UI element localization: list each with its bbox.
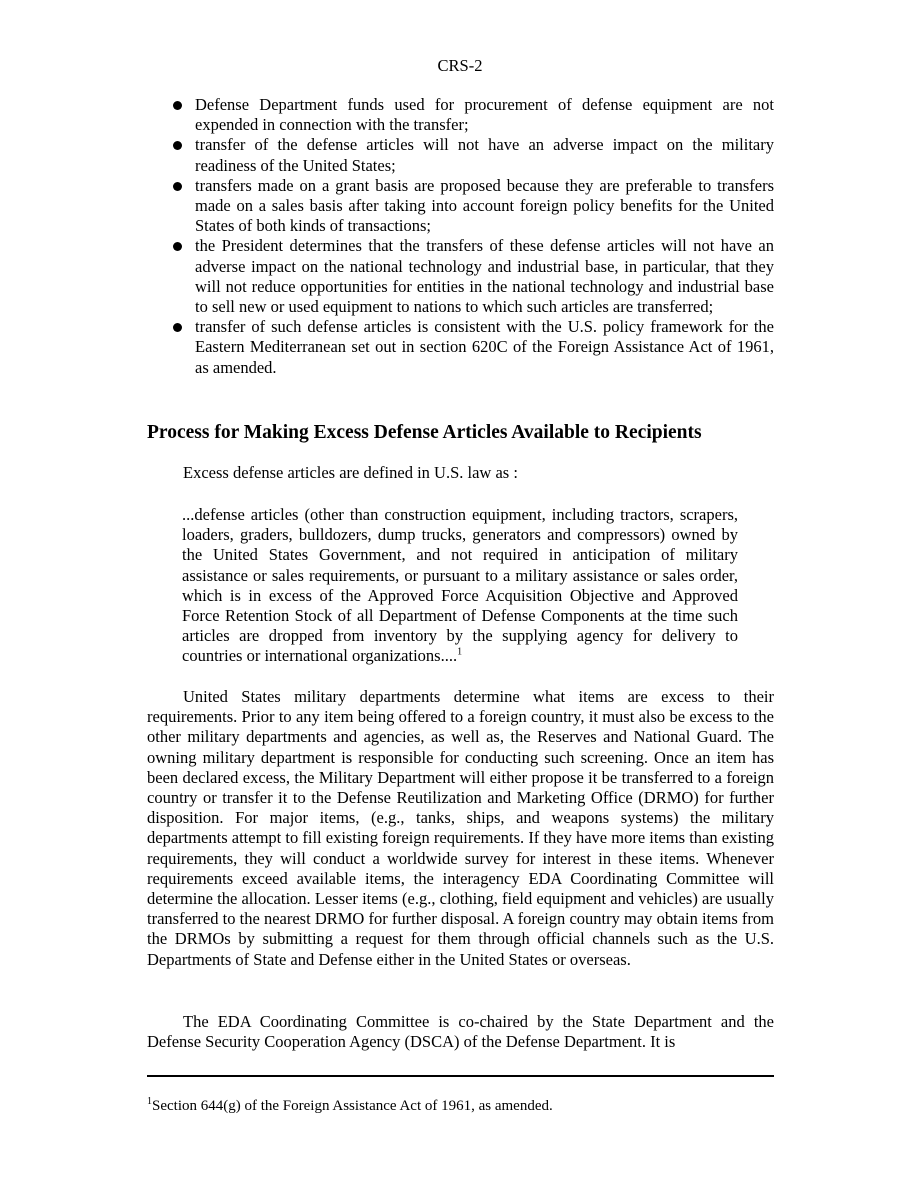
bullet-icon [173,101,182,110]
footnote-reference[interactable]: 1 [457,646,463,658]
bullet-text: transfers made on a grant basis are proposed because they are preferable to transfers made on a sales basis after taking into account foreign policy benefits for the United States of both kinds of transactions; [195,175,774,236]
bullet-icon [173,242,182,251]
footnote-text: Section 644(g) of the Foreign Assistance Act of 1961, as amended. [152,1098,553,1114]
bullet-text: Defense Department funds used for procurement of defense equipment are not expended in connection with the transfer; [195,95,774,135]
quote-text: ...defense articles (other than construction equipment, including tractors, scrapers, loaders, graders, bulldozers, dump trucks, generators and compressors) owned by the United States Government, and not required in anticipation of military assistance or sales requirements, or pursuant to a military assistance or sales order, which is in excess of the Approved Force Acquisition Objective and Approved Force Retention Stock of all Department of Defense Components at the time such articles are dropped from inventory by the supplying agency for delivery to countries or international organizations.... [182,505,738,666]
footnote-divider [147,1075,774,1077]
bullet-icon [173,323,182,332]
list-item [166,176,774,237]
list-item [166,135,774,175]
bullet-text: transfer of the defense articles will not have an adverse impact on the military readiness of the United States; [195,135,774,175]
page-header: CRS-2 [437,56,483,75]
bullet-icon [173,182,182,191]
bullet-text: transfer of such defense articles is consistent with the U.S. policy framework for the Eastern Mediterranean set out in section 620C of the Foreign Assistance Act of 1961, as amended. [195,317,774,377]
list-item [166,95,774,135]
footnote-marker: 1 [147,1096,152,1107]
section-heading: Process for Making Excess Defense Articles Available to Recipients [147,422,702,443]
footnote [147,1097,774,1116]
body-paragraph: United States military departments determine what items are excess to their requirements. Prior to any item being offered to a foreign country, it must also be excess to the other military departments and agencies, as well as, the Reserves and National Guard. The owning military department is responsible for conducting such screening. Once an item has been declared excess, the Military Department will either propose it be transferred to a foreign country or transfer it to the Defense Reutilization and Marketing Office (DRMO) for further disposition. For major items, (e.g., tanks, ships, and weapons systems) the military departments attempt to fill existing foreign requirements. If they have more items than existing requirements, they will conduct a worldwide survey for interest in these items. Whenever requirements exceed available items, the interagency EDA Coordinating Committee will determine the allocation. Lesser items (e.g., clothing, field equipment and vehicles) are usually transferred to the nearest DRMO for further disposal. A foreign country may obtain items from the DRMOs by submitting a request for them through official channels such as the U.S. Departments of State and Defense either in the United States or overseas. [147,687,774,969]
definition-intro: Excess defense articles are defined in U.S. law as : [183,463,518,482]
bullet-text: the President determines that the transfers of these defense articles will not have an adverse impact on the national technology and industrial base, in particular, that they will not reduce opportunities for entities in the national technology and industrial base to sell new or used equipment to nations to which such articles are transferred; [195,236,774,317]
criteria-bullet-list [166,95,774,378]
body-paragraph: The EDA Coordinating Committee is co-chaired by the State Department and the Defense Security Cooperation Agency (DSCA) of the Defense Department. It is [147,1012,774,1052]
list-item [166,317,774,378]
legal-definition-quote [182,505,738,667]
bullet-icon [173,141,182,150]
list-item [166,236,774,317]
